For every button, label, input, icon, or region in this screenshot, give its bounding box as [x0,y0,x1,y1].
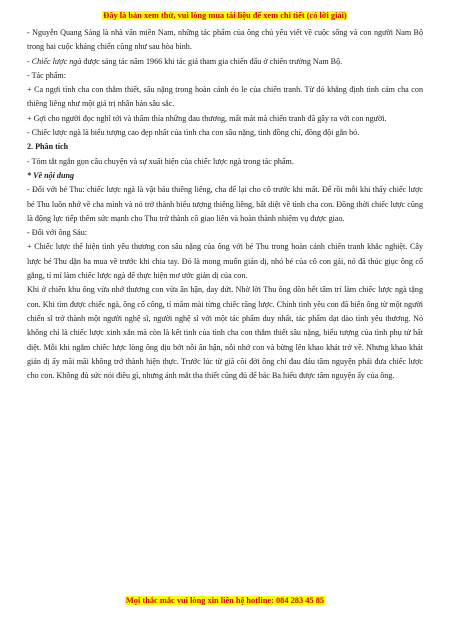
section-heading-analysis: 2. Phân tích [27,142,69,152]
document-body [27,26,423,383]
paragraph-summary: - Tóm tắt ngắn gọn câu chuyện và sự xuất hiện của chiếc lược ngà trong tác phẩm. [27,156,294,166]
paragraph-composition [27,55,423,69]
paragraph-author: - Nguyễn Quang Sáng là nhà văn miền Nam, những tác phẩm của ông chủ yếu viết về cuộc sống và con người Nam Bộ trong hai cuộc kháng chiến cũng như sau hòa bình. [27,28,423,52]
hotline-text: Mọi thắc mắc vui lòng xin liên hệ hotline: 084 283 45 85 [125,596,325,605]
preview-banner [0,11,450,20]
hotline-footer [0,596,450,605]
paragraph-war-zone: Khi ở chiến khu ông vừa nhớ thương con vừa ân hận, day dứt. Nhờ lời Thu ông dồn hết tâm trí làm chiếc lược ngà tặng con. Khi tìm được chiếc ngà, ông cố công, tỉ mẩm mài từng chiếc răng lược. Chính tình yêu con đã biến ông từ một người chiến sĩ trở thành một người nghệ sĩ, người nghệ sĩ với một tác phẩm duy nhất, tác phẩm dạt dào tình yêu thương. Nó không chỉ là chiếc lược xinh xắn mà còn là kết tinh của tình cha con thắm thiết sâu nặng, biểu tượng của tình phụ tử bất diệt. Mỗi khi ngắm chiếc lược lòng ông dịu bớt nỗi ân hận, nỗi nhớ con và bừng lên khao khát trở về. Nhưng khao khát giản dị ấy mãi mãi không trở thành hiện thực. Trước lúc từ giã cõi đời ông chỉ đau đáu tâm nguyện phải đưa chiếc lược cho con. Không đủ sức nói điều gì, nhưng ánh mắt tha thiết cũng đủ để bác Ba hiểu được tâm nguyện ấy của ông. [27,285,423,381]
paragraph-loss: + Gợi cho người đọc nghĩ tới và thấm thía những đau thương, mất mát mà chiến tranh đã gây ra với con người. [27,113,387,123]
paragraph-symbol: - Chiếc lược ngà là biểu tượng cao đẹp nhất của tình cha con sâu nặng, tình đồng chí, đồng đội gắn bó. [27,128,360,138]
composition-text: được sáng tác năm 1966 khi tác giả tham gia chiến đấu ở chiến trường Nam Bộ. [81,56,343,66]
paragraph-praise: + Ca ngợi tình cha con thắm thiết, sâu nặng trong hoàn cảnh éo le của chiến tranh. Từ đó khẳng định tình cảm cha con thiêng liêng như một giá trị nhân bản sâu sắc. [27,85,423,109]
paragraph-sau-love: + Chiếc lược thể hiện tình yêu thương con sâu nặng của ông với bé Thu trong hoàn cảnh chiến tranh khắc nghiệt. Cây lược bé Thu dặn ba mua về trước khi chia tay. Đó là mong muốn giản dị, nhỏ bé của cô con gái, nó đã thúc giục ông cố gắng, tỉ mỉ làm chiếc lược ngà để thực hiện mơ ước giản dị của con. [27,242,423,281]
preview-banner-text: Đây là bản xem thử, vui lòng mua tài liệu để xem chi tiết (có lời giải) [103,11,347,20]
paragraph-sau-heading: - Đối với ông Sáu: [27,228,88,238]
paragraph-thu: - Đối với bé Thu: chiếc lược ngà là vật báu thiêng liêng, cha để lại cho cô trước khi mất. Để rồi mỗi khi thấy chiếc lược bé Thu luôn nhớ về cha mình và nó trở thành biểu tượng thiêng liêng, bất diệt về tình cha con. Đồng thời chiếc lược cũng là động lực tiếp thêm sức mạnh cho Thu trở thành cô giao liên và hoàn thành nhiệm vụ được giao. [27,185,423,223]
paragraph-work-heading: - Tác phẩm: [27,70,66,80]
work-title: - Chiếc lược ngà [27,56,82,66]
subheading-content: * Về nội dung [27,170,75,180]
